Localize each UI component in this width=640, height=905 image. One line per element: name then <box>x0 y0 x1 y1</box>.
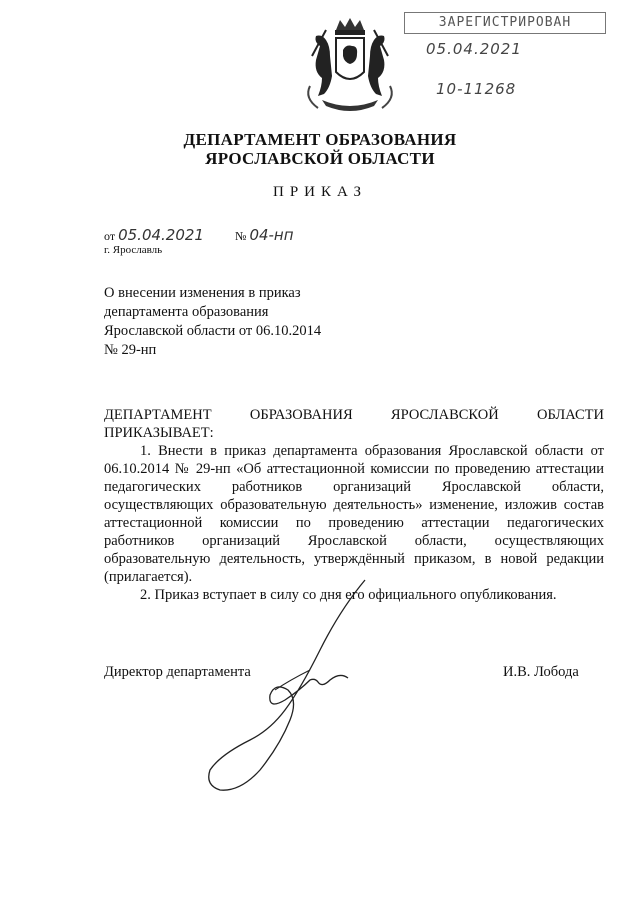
stamp-title: ЗАРЕГИСТРИРОВАН <box>404 12 606 34</box>
from-label: от <box>104 229 116 243</box>
city-label: г. Ярославль <box>104 244 163 256</box>
order-number: 04-нп <box>249 226 294 244</box>
department-name-line2: ЯРОСЛАВСКОЙ ОБЛАСТИ <box>205 149 435 168</box>
order-subject <box>104 284 364 360</box>
signatory-name: И.В. Лобода <box>503 664 579 680</box>
stamp-number: 10-11268 <box>436 80 517 98</box>
subject-line: департамента образования <box>104 304 269 320</box>
coat-of-arms-emblem <box>300 16 400 116</box>
handwritten-signature <box>190 570 380 800</box>
subject-line: Ярославской области от 06.10.2014 <box>104 323 322 339</box>
order-item-1: 1. Внести в приказ департамента образования Ярославской области от 06.10.2014 № 29-нп «Об аттестационной комиссии по проведению аттестации педагогических работников организаций Ярославской области, осуществляющих образовательную деятельность» изменение, изложив состав аттестационной комиссии по проведению аттестации педагогических работников организаций Ярославской области, осуществляющих образовательную деятельность, утверждённый приказом, в новой редакции (прилагается). <box>104 443 604 585</box>
order-date: 05.04.2021 <box>118 226 204 244</box>
order-title: ПРИКАЗ <box>273 184 367 200</box>
stamp-date: 05.04.2021 <box>426 40 522 58</box>
department-name-line1: ДЕПАРТАМЕНТ ОБРАЗОВАНИЯ <box>183 130 457 149</box>
number-label: № <box>234 229 247 243</box>
signatory-position: Директор департамента <box>104 664 251 680</box>
subject-line: О внесении изменения в приказ <box>104 285 301 301</box>
order-item-2: 2. Приказ вступает в силу со дня его официального опубликования. <box>140 587 557 603</box>
intro-directive: ПРИКАЗЫВАЕТ: <box>104 425 214 441</box>
intro-line: ДЕПАРТАМЕНТ ОБРАЗОВАНИЯ ЯРОСЛАВСКОЙ ОБЛАСТИ <box>104 407 604 423</box>
order-date-number-row <box>104 226 294 244</box>
subject-line: № 29-нп <box>104 342 157 358</box>
